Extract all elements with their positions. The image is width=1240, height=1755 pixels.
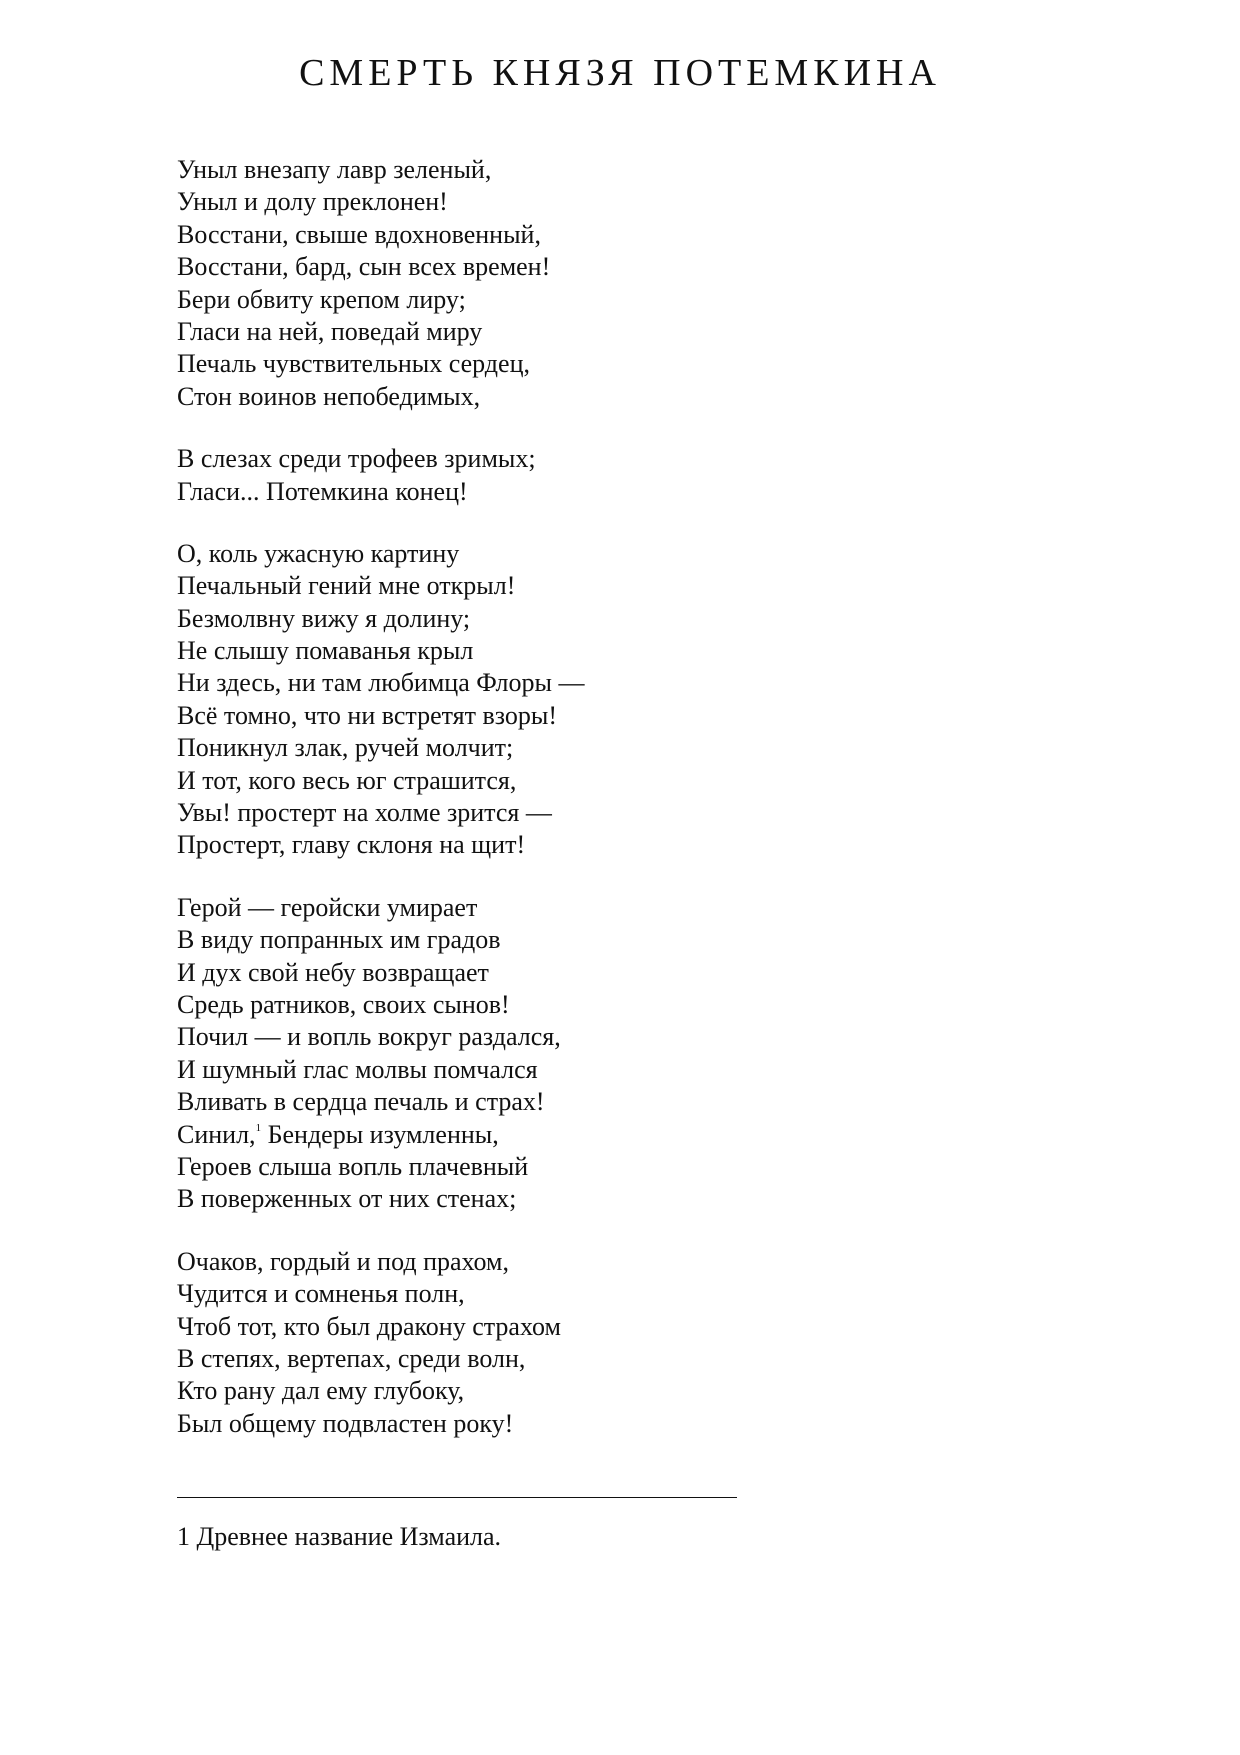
poem-line: Гласи на ней, поведай миру	[177, 316, 483, 346]
poem-line: И тот, кого весь юг страшится,	[177, 765, 517, 795]
stanza-2	[177, 443, 1077, 508]
poem-line: Очаков, гордый и под прахом,	[177, 1246, 509, 1276]
poem-line: Стон воинов непобедимых,	[177, 381, 481, 411]
poem-line: Безмолвну вижу я долину;	[177, 603, 471, 633]
footnote-separator	[177, 1497, 737, 1498]
poem-line: Герой — геройски умирает	[177, 892, 478, 922]
poem-line: Восстани, бард, сын всех времен!	[177, 252, 551, 282]
poem-line: Всё томно, что ни встретят взоры!	[177, 700, 557, 730]
line-text-after-ref: Бендеры изумленны,	[261, 1119, 499, 1149]
line-text-before-ref: Синил,	[177, 1119, 256, 1149]
poem-line: Почил — и вопль вокруг раздался,	[177, 1022, 561, 1052]
poem-line: Восстани, свыше вдохновенный,	[177, 219, 541, 249]
poem-line: Гласи... Потемкина конец!	[177, 476, 468, 506]
poem-line: Уныл внезапу лавр зеленый,	[177, 155, 492, 184]
poem-title: СМЕРТЬ КНЯЗЯ ПОТЕМКИНА	[299, 52, 941, 94]
poem-line: Чудится и сомненья полн,	[177, 1279, 465, 1309]
poem-line: О, коль ужасную картину	[177, 538, 460, 568]
poem-line: Чтоб тот, кто был дракону страхом	[177, 1311, 561, 1341]
poem-line: Вливать в сердца печаль и страх!	[177, 1087, 545, 1117]
poem-body	[177, 154, 1077, 1470]
poem-line-with-footnote	[177, 1119, 1077, 1151]
poem-line: Был общему подвластен року!	[177, 1408, 514, 1438]
footnote-reference[interactable]: 1	[255, 1121, 262, 1134]
poem-line: В поверженных от них стенах;	[177, 1184, 517, 1214]
stanza-5	[177, 1246, 1077, 1440]
poem-line: Героев слыша вопль плачевный	[177, 1151, 529, 1181]
stanza-1	[177, 154, 1077, 413]
stanza-4	[177, 892, 1077, 1216]
poem-line: Печаль чувствительных сердец,	[177, 349, 530, 379]
poem-line: И шумный глас молвы помчался	[177, 1054, 538, 1084]
poem-line: Уныл и долу преклонен!	[177, 187, 448, 217]
poem-line: Бери обвиту крепом лиру;	[177, 284, 466, 314]
poem-line: В виду попранных им градов	[177, 925, 501, 955]
stanza-3	[177, 538, 1077, 862]
poem-line: Поникнул злак, ручей молчит;	[177, 733, 514, 763]
poem-line: И дух свой небу возвращает	[177, 957, 489, 987]
poem-line: Простерт, главу склоня на щит!	[177, 830, 526, 860]
poem-line: Средь ратников, своих сынов!	[177, 989, 510, 1019]
footnote-text: 1 Древнее название Измаила.	[177, 1522, 502, 1551]
poem-line: Не слышу помаванья крыл	[177, 636, 474, 666]
poem-line: В степях, вертепах, среди волн,	[177, 1343, 526, 1373]
poem-line: В слезах среди трофеев зримых;	[177, 444, 536, 474]
poem-line: Кто рану дал ему глубоку,	[177, 1376, 465, 1406]
poem-line: Увы! простерт на холме зрится —	[177, 798, 552, 828]
poem-line: Печальный гений мне открыл!	[177, 571, 516, 601]
poem-line: Ни здесь, ни там любимца Флоры —	[177, 668, 585, 698]
